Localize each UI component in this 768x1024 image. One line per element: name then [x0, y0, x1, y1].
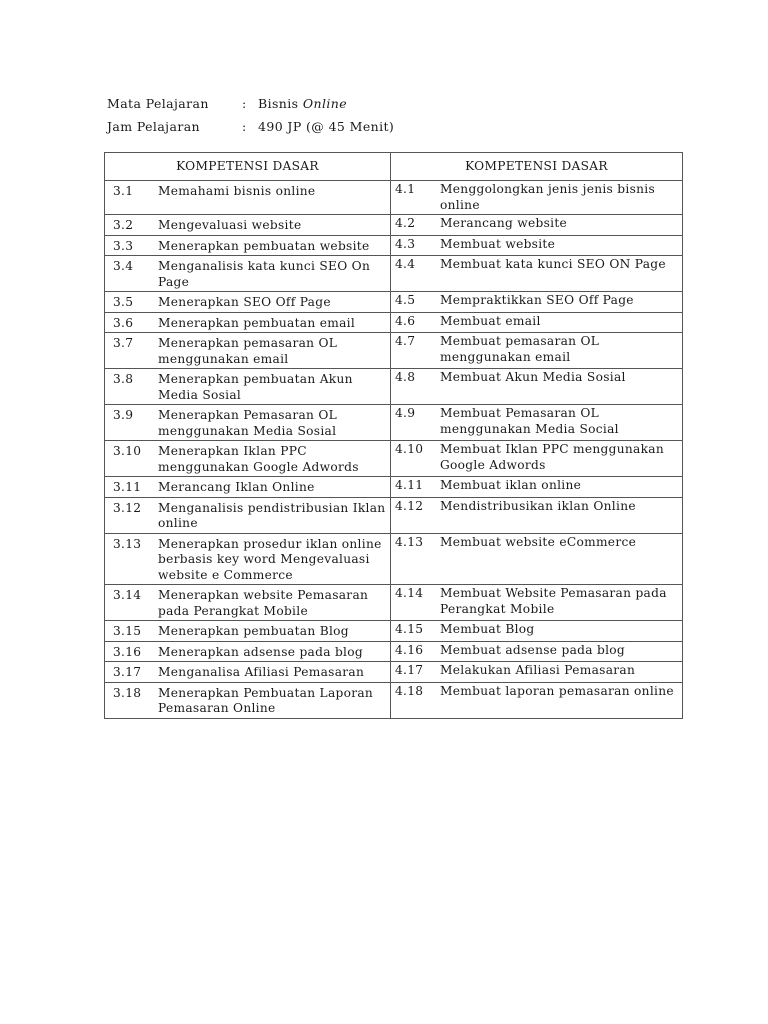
competency-number: 3.3 — [113, 238, 134, 253]
competency-number: 3.8 — [113, 372, 134, 386]
competency-text: Menganalisis pendistribusian Iklan online — [158, 500, 386, 530]
competency-text: Menerapkan website Pemasaran pada Perangkat Mobile — [158, 588, 369, 618]
table-header-row — [105, 153, 683, 181]
competency-text: Menerapkan pemasaran OL menggunakan email — [158, 336, 338, 366]
competency-number: 4.10 — [395, 442, 424, 456]
competency-number: 3.10 — [113, 444, 142, 458]
competency-text: Membuat Blog — [440, 622, 535, 636]
competency-cell-left — [105, 333, 391, 369]
competency-cell-left — [105, 682, 391, 718]
competency-cell-left — [105, 369, 391, 405]
competency-number: 4.6 — [395, 313, 416, 328]
competency-number: 4.18 — [395, 683, 424, 698]
competency-number: 4.4 — [395, 257, 416, 271]
competency-text: Menganalisis kata kunci SEO On Page — [158, 259, 371, 289]
competency-text: Membuat Iklan PPC menggunakan Google Adwords — [440, 442, 665, 472]
competency-text: Menerapkan prosedur iklan online berbasis key word Mengevaluasi website e Commerce — [158, 536, 382, 582]
table-body — [105, 181, 683, 719]
competency-text: Menerapkan Pembuatan Laporan Pemasaran Online — [158, 685, 374, 715]
competency-text: Membuat website eCommerce — [440, 534, 637, 549]
table-row — [105, 662, 683, 683]
competency-text: Menerapkan pembuatan email — [158, 315, 356, 330]
competency-number: 4.13 — [395, 534, 424, 549]
competency-text: Membuat laporan pemasaran online — [440, 683, 674, 698]
competency-cell-left — [105, 256, 391, 292]
competency-number: 3.18 — [113, 685, 142, 700]
competency-text: Membuat email — [440, 313, 541, 328]
table-row — [105, 405, 683, 441]
table-row — [105, 312, 683, 333]
competency-text: Merancang website — [440, 216, 568, 230]
table-row — [105, 497, 683, 533]
table-row — [105, 682, 683, 718]
table-row — [105, 256, 683, 292]
hours-value: 490 JP (@ 45 Menit) — [258, 119, 395, 134]
competency-text: Melakukan Afiliasi Pemasaran — [440, 663, 636, 677]
competency-text: Menerapkan pembuatan website — [158, 238, 370, 253]
header-right: KOMPETENSI DASAR — [391, 153, 683, 181]
competency-number: 4.15 — [395, 622, 424, 636]
competency-number: 4.17 — [395, 663, 424, 677]
subject-value-text: Bisnis — [258, 96, 299, 111]
competency-text: Mempraktikkan SEO Off Page — [440, 293, 634, 307]
hours-label: Jam Pelajaran — [107, 119, 200, 134]
competency-cell-right — [391, 369, 683, 405]
subject-row — [107, 92, 394, 115]
table-row — [105, 215, 683, 236]
competency-number: 4.16 — [395, 642, 424, 657]
competency-cell-right — [391, 235, 683, 256]
competency-cell-right — [391, 181, 683, 215]
competency-cell-left — [105, 641, 391, 662]
competency-cell-left — [105, 292, 391, 313]
competency-number: 4.5 — [395, 293, 416, 307]
competency-cell-left — [105, 181, 391, 215]
competency-cell-left — [105, 405, 391, 441]
competency-number: 4.12 — [395, 498, 424, 513]
competency-text: Membuat adsense pada blog — [440, 642, 626, 657]
competency-text: Mengevaluasi website — [158, 218, 302, 232]
competency-cell-right — [391, 215, 683, 236]
competency-cell-left — [105, 477, 391, 498]
competency-cell-right — [391, 441, 683, 477]
competency-number: 3.1 — [113, 184, 134, 198]
competency-text: Menerapkan pembuatan Blog — [158, 624, 349, 638]
table-row — [105, 235, 683, 256]
competency-cell-left — [105, 312, 391, 333]
table-row — [105, 585, 683, 621]
competency-text: Menerapkan Iklan PPC menggunakan Google Adwords — [158, 444, 359, 474]
table-row — [105, 292, 683, 313]
competency-text: Merancang Iklan Online — [158, 480, 315, 494]
competency-number: 4.7 — [395, 334, 416, 348]
competency-number: 4.14 — [395, 586, 424, 600]
table-row — [105, 641, 683, 662]
competency-number: 3.2 — [113, 218, 134, 232]
competency-number: 4.8 — [395, 370, 416, 384]
table-row — [105, 369, 683, 405]
competency-cell-right — [391, 585, 683, 621]
table-row — [105, 533, 683, 585]
competency-cell-right — [391, 662, 683, 683]
competency-number: 4.2 — [395, 216, 416, 230]
competency-cell-right — [391, 256, 683, 292]
table-row — [105, 477, 683, 498]
competency-cell-right — [391, 497, 683, 533]
competency-number: 3.14 — [113, 588, 142, 602]
competency-text: Membuat website — [440, 236, 556, 251]
competency-number: 4.9 — [395, 406, 416, 420]
subject-info — [107, 92, 394, 138]
competency-number: 3.17 — [113, 665, 142, 679]
competency-text: Membuat kata kunci SEO ON Page — [440, 257, 666, 271]
competency-cell-right — [391, 405, 683, 441]
competency-text: Menerapkan pembuatan Akun Media Sosial — [158, 372, 353, 402]
competency-number: 3.13 — [113, 536, 142, 551]
competency-cell-right — [391, 312, 683, 333]
subject-label: Mata Pelajaran — [107, 96, 209, 111]
competency-number: 4.3 — [395, 236, 416, 251]
competency-number: 3.12 — [113, 500, 142, 515]
competency-text: Menerapkan Pemasaran OL menggunakan Media Sosial — [158, 408, 338, 438]
subject-separator: : — [242, 96, 247, 111]
competency-cell-left — [105, 585, 391, 621]
competency-text: Membuat Pemasaran OL menggunakan Media Social — [440, 406, 619, 436]
competency-text: Menerapkan SEO Off Page — [158, 295, 331, 309]
competency-cell-right — [391, 292, 683, 313]
competency-number: 3.9 — [113, 408, 134, 422]
table-row — [105, 333, 683, 369]
table-row — [105, 621, 683, 642]
competency-text: Menganalisa Afiliasi Pemasaran — [158, 665, 365, 679]
hours-row — [107, 115, 394, 138]
competency-number: 3.5 — [113, 295, 134, 309]
competency-cell-left — [105, 533, 391, 585]
competency-number: 3.4 — [113, 259, 134, 273]
competency-text: Menerapkan adsense pada blog — [158, 644, 363, 659]
competency-text: Mendistribusikan iklan Online — [440, 498, 636, 513]
table-row — [105, 181, 683, 215]
competency-cell-left — [105, 621, 391, 642]
competency-number: 3.15 — [113, 624, 142, 638]
subject-value-italic: Online — [302, 96, 347, 111]
competency-table — [104, 152, 683, 719]
subject-value — [258, 92, 347, 115]
competency-text: Memahami bisnis online — [158, 184, 316, 198]
competency-text: Membuat pemasaran OL menggunakan email — [440, 334, 600, 364]
competency-number: 3.16 — [113, 644, 142, 659]
competency-number: 3.7 — [113, 336, 134, 350]
competency-number: 4.11 — [395, 478, 424, 492]
competency-cell-right — [391, 682, 683, 718]
competency-cell-left — [105, 441, 391, 477]
competency-cell-right — [391, 477, 683, 498]
competency-number: 4.1 — [395, 182, 416, 196]
competency-text: Membuat Website Pemasaran pada Perangkat Mobile — [440, 586, 667, 616]
competency-cell-left — [105, 497, 391, 533]
competency-text: Membuat Akun Media Sosial — [440, 370, 626, 384]
competency-cell-left — [105, 235, 391, 256]
competency-cell-right — [391, 333, 683, 369]
header-left: KOMPETENSI DASAR — [105, 153, 391, 181]
competency-number: 3.11 — [113, 480, 142, 494]
competency-cell-right — [391, 641, 683, 662]
competency-text: Membuat iklan online — [440, 478, 582, 492]
competency-number: 3.6 — [113, 315, 134, 330]
hours-separator: : — [242, 119, 247, 134]
competency-cell-left — [105, 215, 391, 236]
competency-cell-right — [391, 621, 683, 642]
table-row — [105, 441, 683, 477]
competency-text: Menggolongkan jenis jenis bisnis online — [440, 182, 656, 212]
competency-cell-left — [105, 662, 391, 683]
competency-cell-right — [391, 533, 683, 585]
